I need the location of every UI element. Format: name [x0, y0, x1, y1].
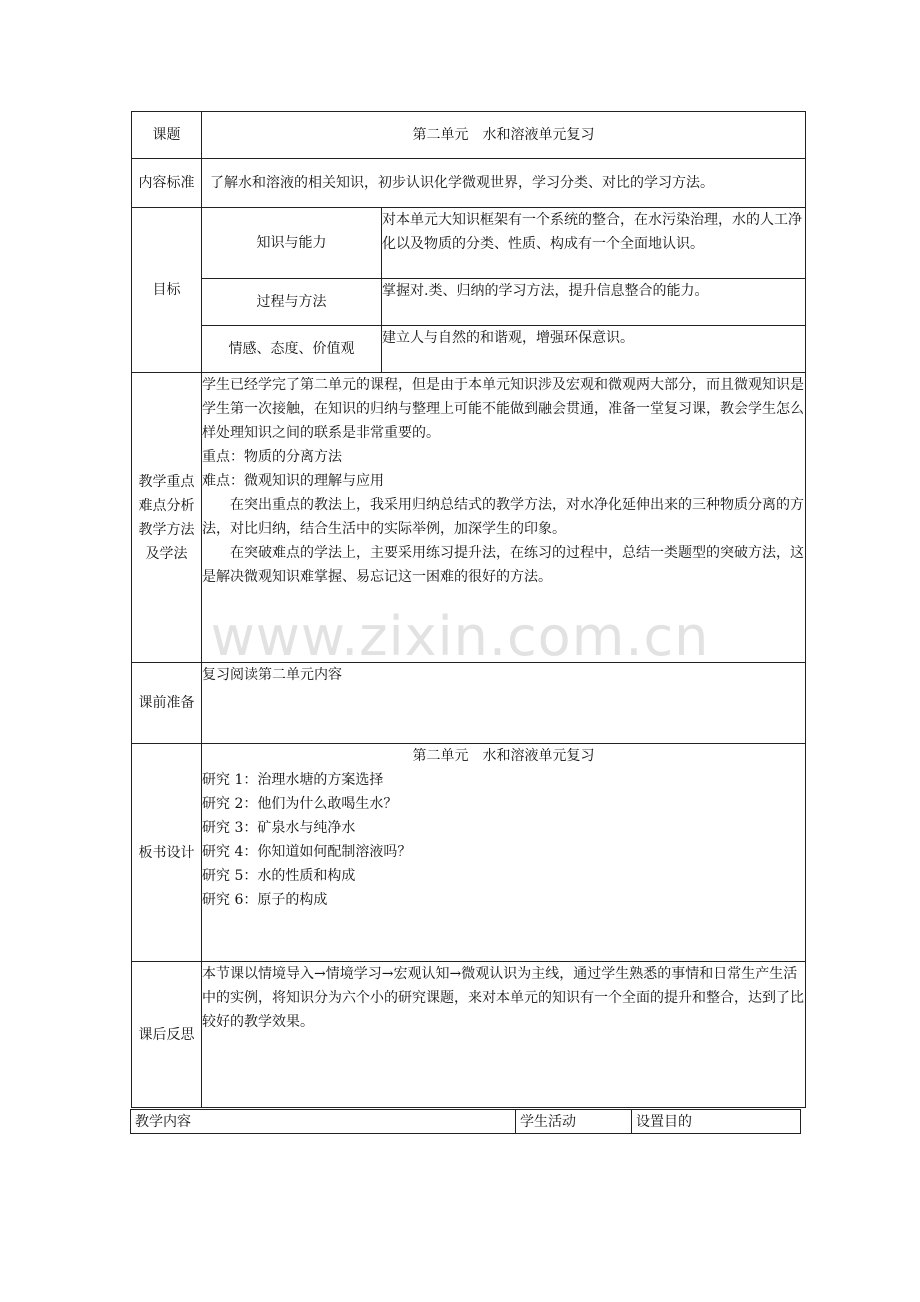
board-heading: 第二单元 水和溶液单元复习 — [412, 748, 595, 764]
standard-label: 内容标准 — [132, 159, 202, 208]
goal-text-knowledge: 对本单元大知识框架有一个系统的整合，在水污染治理，水的人工净化以及物质的分类、性质、构成有一个全面地认识。 — [382, 208, 806, 279]
board-content — [202, 744, 806, 962]
board-item: 研究 4：你知道如何配制溶液吗？ — [202, 844, 412, 860]
analysis-approach: 在突破难点的学法上，主要采用练习提升法，在练习的过程中，总结一类题型的突破方法，这是解决微观知识难掌握、易忘记这一困难的很好的方法。 — [202, 545, 804, 585]
board-item: 研究 5：水的性质和构成 — [202, 868, 356, 884]
row-reflection — [132, 962, 806, 1108]
goal-name-emotion: 情感、态度、价值观 — [202, 326, 382, 373]
row-title — [132, 112, 806, 159]
teaching-content-table-header — [130, 1109, 801, 1134]
board-item: 研究 3：矿泉水与纯净水 — [202, 820, 356, 836]
watermark: www.zixin.com.cn — [210, 605, 710, 668]
row-board — [132, 744, 806, 962]
column-purpose: 设置目的 — [632, 1110, 801, 1134]
goals-label: 目标 — [132, 208, 202, 373]
analysis-method: 在突出重点的教法上，我采用归纳总结式的教学方法，对水净化延伸出来的三种物质分离的方法，对比归纳，结合生活中的实际举例，加深学生的印象。 — [202, 497, 804, 537]
standard-value: 了解水和溶液的相关知识，初步认识化学微观世界，学习分类、对比的学习方法。 — [202, 159, 806, 208]
row-analysis — [132, 373, 806, 663]
title-value: 第二单元 水和溶液单元复习 — [202, 112, 806, 159]
board-item: 研究 1：治理水塘的方案选择 — [202, 772, 384, 788]
preparation-label: 课前准备 — [132, 663, 202, 744]
goal-text-emotion: 建立人与自然的和谐观，增强环保意识。 — [382, 326, 806, 373]
analysis-intro: 学生已经学完了第二单元的课程，但是由于本单元知识涉及宏观和微观两大部分，而且微观知识是学生第一次接触，在知识的归纳与整理上可能不能做到融会贯通，准备一堂复习课，教会学生怎么样处理知识之间的联系是非常重要的。 — [202, 377, 804, 441]
analysis-content — [202, 373, 806, 663]
footer-header-row — [131, 1110, 801, 1134]
board-label: 板书设计 — [132, 744, 202, 962]
title-label: 课题 — [132, 112, 202, 159]
reflection-value: 本节课以情境导入→情境学习→宏观认知→微观认识为主线，通过学生熟悉的事情和日常生产生活中的实例，将知识分为六个小的研究课题，来对本单元的知识有一个全面的提升和整合，达到了比较好的教学效果。 — [202, 962, 806, 1108]
row-goal-process — [132, 279, 806, 326]
lesson-plan-table — [131, 111, 806, 1108]
board-item: 研究 6：原子的构成 — [202, 892, 328, 908]
row-standard — [132, 159, 806, 208]
analysis-difficulty: 难点：微观知识的理解与应用 — [202, 473, 384, 489]
goal-text-process: 掌握对.类、归纳的学习方法，提升信息整合的能力。 — [382, 279, 806, 326]
column-student-activity: 学生活动 — [516, 1110, 632, 1134]
row-preparation — [132, 663, 806, 744]
analysis-label: 教学重点难点分析教学方法及学法 — [132, 373, 202, 663]
board-item: 研究 2：他们为什么敢喝生水？ — [202, 796, 398, 812]
analysis-key-point: 重点：物质的分离方法 — [202, 449, 342, 465]
reflection-label: 课后反思 — [132, 962, 202, 1108]
goal-name-process: 过程与方法 — [202, 279, 382, 326]
row-goal-knowledge — [132, 208, 806, 279]
row-goal-emotion — [132, 326, 806, 373]
preparation-value: 复习阅读第二单元内容 — [202, 663, 806, 744]
column-teaching-content: 教学内容 — [131, 1110, 516, 1134]
goal-name-knowledge: 知识与能力 — [202, 208, 382, 279]
